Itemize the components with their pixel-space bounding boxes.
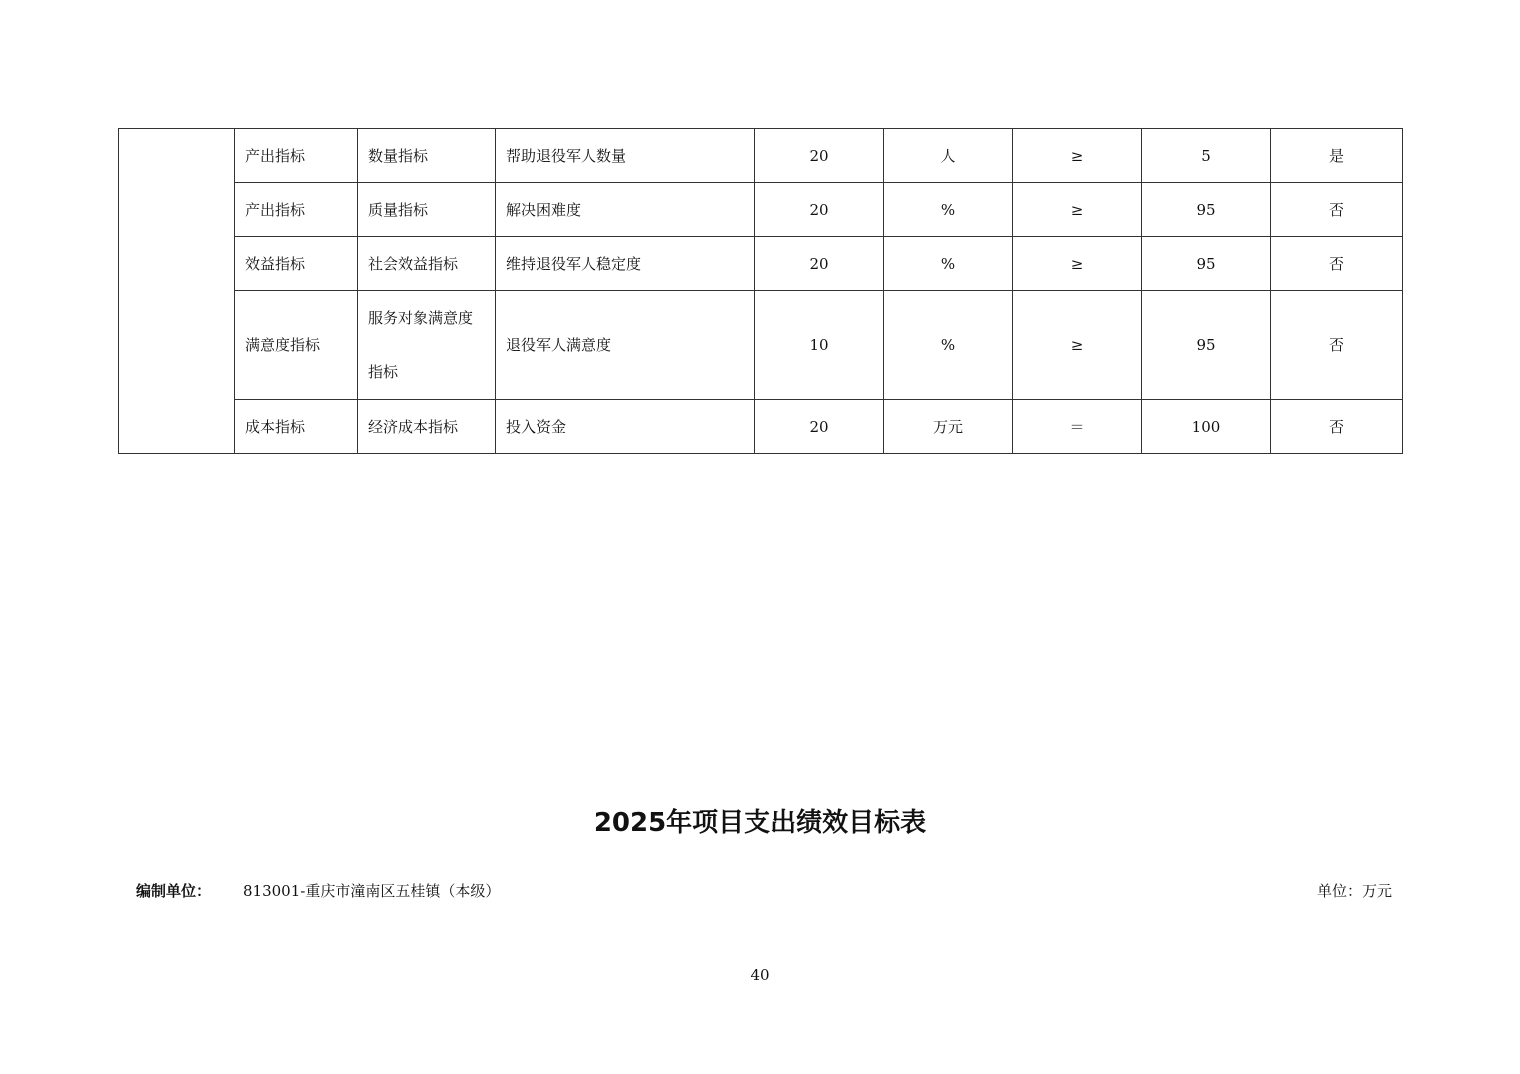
cell-category: 效益指标 <box>235 237 358 291</box>
cell-unit: 万元 <box>884 400 1013 454</box>
cell-unit: 人 <box>884 129 1013 183</box>
cell-subcategory: 数量指标 <box>358 129 496 183</box>
cell-category: 产出指标 <box>235 183 358 237</box>
cell-unit: % <box>884 291 1013 400</box>
cell-operator: ＝ <box>1013 400 1142 454</box>
cell-indicator-name: 帮助退役军人数量 <box>496 129 755 183</box>
subcategory-line-2: 指标 <box>368 363 399 381</box>
cell-operator: ≥ <box>1013 183 1142 237</box>
cell-core-flag: 是 <box>1271 129 1403 183</box>
cell-subcategory: 社会效益指标 <box>358 237 496 291</box>
cell-subcategory <box>358 291 496 400</box>
cell-core-flag: 否 <box>1271 291 1403 400</box>
cell-weight: 20 <box>755 129 884 183</box>
merged-blank-cell <box>119 129 235 454</box>
table-row <box>119 183 1403 237</box>
cell-category: 满意度指标 <box>235 291 358 400</box>
cell-core-flag: 否 <box>1271 183 1403 237</box>
document-title: 2025年项目支出绩效目标表 <box>593 808 927 838</box>
cell-core-flag: 否 <box>1271 400 1403 454</box>
cell-subcategory: 质量指标 <box>358 183 496 237</box>
cell-weight: 20 <box>755 400 884 454</box>
cell-operator: ≥ <box>1013 129 1142 183</box>
cell-target: 95 <box>1142 291 1271 400</box>
unit-text: 单位：万元 <box>1316 882 1392 900</box>
cell-weight: 10 <box>755 291 884 400</box>
cell-target: 5 <box>1142 129 1271 183</box>
table-row <box>119 291 1403 400</box>
cell-indicator-name: 维持退役军人稳定度 <box>496 237 755 291</box>
subcategory-line-1: 服务对象满意度 <box>368 309 474 327</box>
cell-unit: % <box>884 237 1013 291</box>
table-row <box>119 129 1403 183</box>
performance-indicator-table <box>118 128 1403 454</box>
cell-target: 95 <box>1142 183 1271 237</box>
cell-category: 成本指标 <box>235 400 358 454</box>
cell-core-flag: 否 <box>1271 237 1403 291</box>
cell-operator: ≥ <box>1013 237 1142 291</box>
cell-indicator-name: 退役军人满意度 <box>496 291 755 400</box>
cell-subcategory: 经济成本指标 <box>358 400 496 454</box>
cell-operator: ≥ <box>1013 291 1142 400</box>
cell-weight: 20 <box>755 183 884 237</box>
cell-weight: 20 <box>755 237 884 291</box>
cell-target: 100 <box>1142 400 1271 454</box>
cell-indicator-name: 投入资金 <box>496 400 755 454</box>
table-row <box>119 237 1403 291</box>
cell-category: 产出指标 <box>235 129 358 183</box>
cell-unit: % <box>884 183 1013 237</box>
page-number: 40 <box>750 966 770 984</box>
org-value: 813001-重庆市潼南区五桂镇（本级） <box>243 882 501 900</box>
table-row <box>119 400 1403 454</box>
cell-target: 95 <box>1142 237 1271 291</box>
cell-indicator-name: 解决困难度 <box>496 183 755 237</box>
org-label: 编制单位： <box>136 882 212 900</box>
